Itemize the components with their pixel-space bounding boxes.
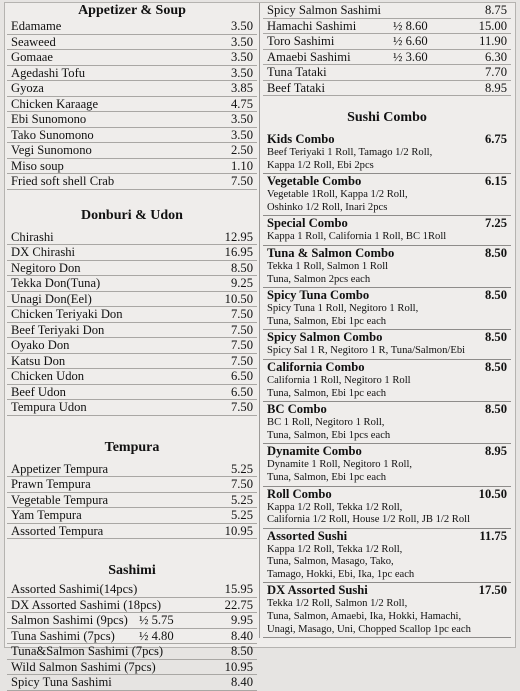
combo-header <box>267 402 507 417</box>
combo-price: 7.25 <box>484 216 507 231</box>
combo-item <box>263 246 511 288</box>
combo-header <box>267 246 507 261</box>
item-price: 3.85 <box>230 81 253 95</box>
item-price: 5.25 <box>230 508 253 522</box>
item-price: 2.50 <box>230 143 253 157</box>
item-price: 3.50 <box>230 50 253 64</box>
menu-item <box>7 369 257 385</box>
combo-description: Tekka 1 Roll, Salmon 1 Roll <box>267 260 389 272</box>
item-price: 8.50 <box>230 644 253 658</box>
menu-item <box>263 81 511 97</box>
sushi-combo-list <box>263 132 511 638</box>
item-name: Unagi Don(Eel) <box>11 291 92 306</box>
item-name: Negitoro Don <box>11 260 81 275</box>
combo-item <box>263 487 511 529</box>
combo-description: Kappa 1 Roll, California 1 Roll, BC 1Roll <box>267 231 447 243</box>
item-name: Chicken Teriyaki Don <box>11 307 123 321</box>
sashimi-list <box>7 582 257 691</box>
combo-description: California 1 Roll, Negitoro 1 Roll <box>267 374 411 386</box>
combo-description: Oshinko 1/2 Roll, Inari 2pcs <box>267 201 388 213</box>
menu-item <box>7 629 257 645</box>
combo-name: Spicy Salmon Combo <box>267 330 383 345</box>
combo-item <box>263 330 511 360</box>
combo-price: 8.50 <box>484 359 507 374</box>
combo-header <box>267 330 507 345</box>
combo-description: Unagi, Masago, Uni, Chopped Scallop 1pc each <box>267 623 471 635</box>
item-name: Ebi Sunomono <box>11 112 87 126</box>
menu-item <box>7 19 257 35</box>
combo-name: Assorted Sushi <box>267 528 348 543</box>
menu-item <box>7 644 257 660</box>
combo-description: Kappa 1/2 Roll, Tekka 1/2 Roll, <box>267 543 403 555</box>
item-name: Chicken Udon <box>11 369 85 383</box>
combo-item <box>263 132 511 174</box>
combo-description: Beef Teriyaki 1 Roll, Tamago 1/2 Roll, <box>267 147 433 158</box>
item-price: 10.50 <box>224 291 253 306</box>
combo-name: Spicy Tuna Combo <box>267 288 370 303</box>
menu-item <box>263 50 511 66</box>
combo-header <box>267 444 507 459</box>
item-price: 9.25 <box>230 276 253 290</box>
combo-description: Tuna, Salmon, Ebi 1pc each <box>267 315 387 327</box>
item-name: Spicy Tuna Sashimi <box>11 675 112 689</box>
combo-item <box>263 288 511 330</box>
combo-item <box>263 444 511 486</box>
menu-item <box>7 97 257 113</box>
item-price: 10.95 <box>224 523 253 538</box>
combo-header <box>267 288 507 303</box>
item-name: Gomaae <box>11 50 53 64</box>
combo-price: 10.50 <box>478 486 507 501</box>
menu-item <box>7 338 257 354</box>
sashimi-title: Sashimi <box>108 563 156 578</box>
sushi-combo-title: Sushi Combo <box>347 110 427 125</box>
combo-name: Kids Combo <box>267 132 335 146</box>
combo-description: Tuna, Salmon, Ebi 1pc each <box>267 387 387 399</box>
combo-price: 17.50 <box>478 583 507 598</box>
item-name: Appetizer Tempura <box>11 461 109 476</box>
item-price: 8.50 <box>230 260 253 275</box>
combo-description: Tuna, Salmon, Ebi 1pc each <box>267 471 387 483</box>
menu-item <box>7 307 257 323</box>
item-name: Assorted Tempura <box>11 523 104 538</box>
combo-header <box>267 132 507 147</box>
item-price: 6.50 <box>230 369 253 383</box>
menu-item <box>7 385 257 401</box>
item-name: Beef Tataki <box>267 80 325 95</box>
item-name: Toro Sashimi <box>267 34 335 48</box>
appetizer-list <box>7 19 257 190</box>
item-price: 7.50 <box>230 400 253 414</box>
item-price: 16.95 <box>224 245 253 259</box>
combo-name: Dynamite Combo <box>267 444 362 459</box>
combo-item <box>263 216 511 246</box>
menu-item <box>7 613 257 629</box>
sashimi-continued-list <box>263 3 511 96</box>
menu-item <box>7 292 257 308</box>
item-name: Edamame <box>11 19 62 33</box>
item-name: Hamachi Sashimi <box>267 18 357 33</box>
item-half-price: ½ 4.80 <box>139 628 174 643</box>
combo-description: Tuna, Salmon, Amaebi, Ika, Hokki, Hamachi, <box>267 611 462 623</box>
combo-price: 8.50 <box>484 288 507 303</box>
menu-page <box>4 2 516 689</box>
item-name: Gyoza <box>11 81 44 95</box>
item-price: 10.95 <box>224 659 253 674</box>
menu-item <box>263 3 511 19</box>
item-price: 1.10 <box>230 158 253 173</box>
item-price: 8.40 <box>230 675 253 689</box>
item-name: Amaebi Sashimi <box>267 49 351 64</box>
item-price: 7.50 <box>230 338 253 352</box>
combo-price: 8.50 <box>484 402 507 417</box>
combo-header <box>267 529 507 544</box>
item-name: Vegetable Tempura <box>11 492 109 507</box>
menu-item <box>7 230 257 246</box>
item-price: 5.25 <box>230 461 253 476</box>
item-price: 4.75 <box>230 96 253 111</box>
item-price: 7.50 <box>230 353 253 368</box>
item-price: 3.50 <box>230 112 253 126</box>
item-name: Salmon Sashimi (9pcs) <box>11 613 128 627</box>
item-name: DX Assorted Sashimi (18pcs) <box>11 597 162 612</box>
item-price: 7.50 <box>230 322 253 337</box>
combo-description: Tuna, Salmon, Masago, Tako, <box>267 556 394 568</box>
item-name: Seaweed <box>11 34 56 49</box>
item-name: Tuna&Salmon Sashimi (7pcs) <box>11 644 164 658</box>
item-half-price: ½ 3.60 <box>393 49 428 64</box>
combo-item <box>263 529 511 584</box>
item-price: 3.50 <box>230 65 253 80</box>
item-name: Tuna Tataki <box>267 65 327 79</box>
item-name: Tako Sunomono <box>11 127 94 142</box>
donburi-list <box>7 230 257 416</box>
tempura-list <box>7 462 257 540</box>
combo-description: Spicy Sal 1 R, Negitoro 1 R, Tuna/Salmon/Ebi <box>267 345 466 357</box>
item-name: Tempura Udon <box>11 400 87 414</box>
item-name: Yam Tempura <box>11 508 82 522</box>
menu-item <box>7 508 257 524</box>
menu-left-column <box>7 3 257 691</box>
item-name: Agedashi Tofu <box>11 65 86 80</box>
combo-price: 8.50 <box>484 245 507 260</box>
item-price: 6.50 <box>230 384 253 399</box>
menu-item <box>7 143 257 159</box>
item-name: Beef Teriyaki Don <box>11 322 105 337</box>
combo-description: Tuna, Salmon 2pcs each <box>267 273 371 285</box>
menu-item <box>263 65 511 81</box>
combo-item <box>263 402 511 444</box>
menu-item <box>7 159 257 175</box>
combo-name: BC Combo <box>267 402 327 417</box>
item-price: 7.50 <box>230 174 253 188</box>
combo-description: Tamago, Hokki, Ebi, Ika, 1pc each <box>267 568 415 580</box>
menu-item <box>7 354 257 370</box>
combo-item <box>263 583 511 638</box>
item-price: 6.30 <box>484 49 507 64</box>
combo-price: 8.50 <box>484 330 507 345</box>
item-name: Beef Udon <box>11 384 66 399</box>
menu-item <box>7 35 257 51</box>
combo-description: Vegetable 1Roll, Kappa 1/2 Roll, <box>267 189 408 201</box>
combo-header <box>267 174 507 189</box>
menu-item <box>263 34 511 50</box>
item-name: Chicken Karaage <box>11 96 99 111</box>
item-name: Fried soft shell Crab <box>11 174 115 188</box>
item-price: 22.75 <box>224 597 253 612</box>
item-price: 3.50 <box>230 127 253 142</box>
combo-name: Roll Combo <box>267 486 332 501</box>
item-price: 15.95 <box>224 582 253 596</box>
menu-item <box>7 524 257 540</box>
combo-name: Special Combo <box>267 216 348 231</box>
menu-item <box>7 50 257 66</box>
appetizer-title: Appetizer & Soup <box>78 3 186 18</box>
item-name: Spicy Salmon Sashimi <box>267 3 382 17</box>
tempura-title: Tempura <box>104 439 160 455</box>
donburi-title: Donburi & Udon <box>81 207 183 223</box>
combo-price: 6.75 <box>484 132 507 146</box>
item-name: Vegi Sunomono <box>11 143 92 157</box>
item-price: 15.00 <box>478 18 507 33</box>
combo-header <box>267 360 507 375</box>
combo-name: Vegetable Combo <box>267 174 362 189</box>
item-price: 7.70 <box>484 65 507 79</box>
item-name: Miso soup <box>11 158 64 173</box>
combo-description: Tekka 1/2 Roll, Salmon 1/2 Roll, <box>267 598 408 610</box>
combo-description: California 1/2 Roll, House 1/2 Roll, JB 1/2 Roll <box>267 514 471 526</box>
item-price: 11.90 <box>479 34 507 48</box>
menu-item <box>7 174 257 190</box>
combo-header <box>267 583 507 598</box>
menu-item <box>7 323 257 339</box>
item-name: Prawn Tempura <box>11 477 91 491</box>
menu-item <box>7 245 257 261</box>
menu-item <box>7 582 257 598</box>
item-name: Tuna Sashimi (7pcs) <box>11 628 115 643</box>
item-price: 3.50 <box>230 34 253 49</box>
menu-item <box>7 261 257 277</box>
menu-item <box>7 493 257 509</box>
item-price: 5.25 <box>230 492 253 507</box>
combo-description: Dynamite 1 Roll, Negitoro 1 Roll, <box>267 459 413 471</box>
item-price: 7.50 <box>230 307 253 321</box>
combo-name: Tuna & Salmon Combo <box>267 245 395 260</box>
combo-item <box>263 174 511 216</box>
combo-price: 6.15 <box>484 174 507 189</box>
menu-right-column <box>263 3 511 638</box>
menu-item <box>7 81 257 97</box>
combo-description: Kappa 1/2 Roll, Ebi 2pcs <box>267 159 374 171</box>
item-half-price: ½ 6.60 <box>393 34 428 48</box>
combo-description: Spicy Tuna 1 Roll, Negitoro 1 Roll, <box>267 303 419 315</box>
item-name: Oyako Don <box>11 338 70 352</box>
item-price: 12.95 <box>224 229 253 244</box>
combo-description: Kappa 1/2 Roll, Tekka 1/2 Roll, <box>267 501 403 513</box>
item-price: 9.95 <box>230 613 253 627</box>
combo-description: BC 1 Roll, Negitoro 1 Roll, <box>267 417 385 429</box>
item-price: 7.50 <box>230 477 253 491</box>
menu-item <box>7 66 257 82</box>
menu-item <box>7 598 257 614</box>
menu-item <box>7 660 257 676</box>
combo-price: 8.95 <box>484 444 507 459</box>
item-name: Wild Salmon Sashimi (7pcs) <box>11 659 156 674</box>
menu-item <box>7 400 257 416</box>
item-price: 3.50 <box>230 19 253 33</box>
item-name: Katsu Don <box>11 353 66 368</box>
item-price: 8.75 <box>484 3 507 17</box>
item-name: Tekka Don(Tuna) <box>11 276 101 290</box>
item-price: 8.40 <box>230 628 253 643</box>
combo-price: 11.75 <box>479 528 507 543</box>
menu-item <box>7 675 257 691</box>
item-name: Chirashi <box>11 229 54 244</box>
item-half-price: ½ 8.60 <box>393 18 428 33</box>
menu-item <box>7 477 257 493</box>
menu-item <box>7 276 257 292</box>
item-price: 8.95 <box>484 80 507 95</box>
combo-description: Tuna, Salmon, Ebi 1pcs each <box>267 429 391 441</box>
item-name: DX Chirashi <box>11 245 76 259</box>
item-name: Assorted Sashimi(14pcs) <box>11 582 138 596</box>
menu-item <box>7 112 257 128</box>
combo-header <box>267 487 507 502</box>
menu-item <box>263 19 511 35</box>
item-half-price: ½ 5.75 <box>139 613 174 627</box>
combo-item <box>263 360 511 402</box>
menu-item <box>7 128 257 144</box>
combo-name: DX Assorted Sushi <box>267 583 368 598</box>
combo-header <box>267 216 507 231</box>
menu-item <box>7 462 257 478</box>
combo-name: California Combo <box>267 359 365 374</box>
